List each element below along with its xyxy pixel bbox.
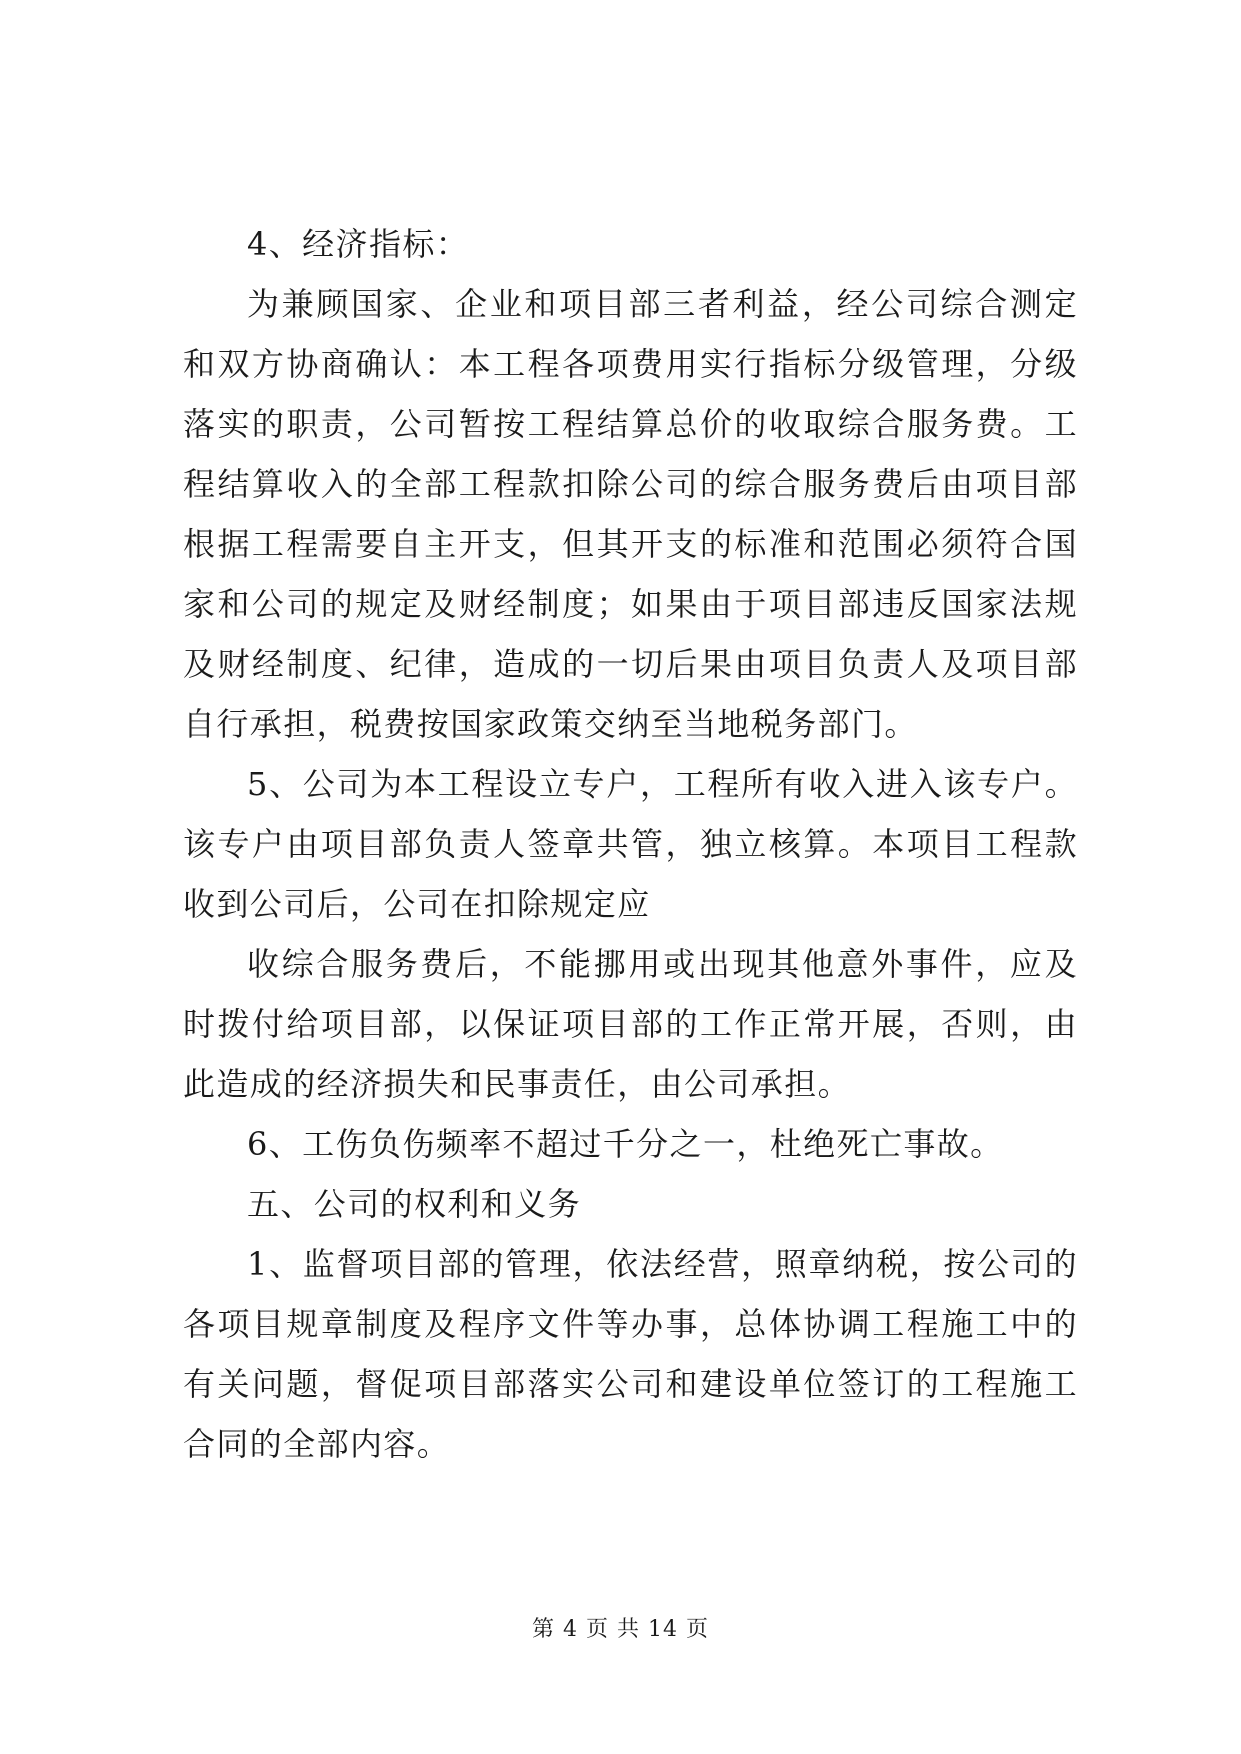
paragraph-special-account: 5、公司为本工程设立专户，工程所有收入进入该专户。该专户由项目部负责人签章共管，独立核算。本项目工程款收到公司后，公司在扣除规定应 (183, 765, 1078, 923)
document-body (183, 214, 1078, 1474)
paragraph-service-fee-payment: 收综合服务费后，不能挪用或出现其他意外事件，应及时拨付给项目部，以保证项目部的工作正常开展，否则，由此造成的经济损失和民事责任，由公司承担。 (183, 945, 1078, 1103)
section-heading-company-rights: 五、公司的权利和义务 (247, 1185, 582, 1223)
paragraph-economic-indicators-body: 为兼顾国家、企业和项目部三者利益，经公司综合测定和双方协商确认：本工程各项费用实行指标分级管理，分级落实的职责，公司暂按工程结算总价的收取综合服务费。工程结算收入的全部工程款扣除公司的综合服务费后由项目部根据工程需要自主开支，但其开支的标准和范围必须符合国家和公司的规定及财经制度；如果由于项目部违反国家法规及财经制度、纪律，造成的一切后果由项目负责人及项目部自行承担，税费按国家政策交纳至当地税务部门。 (183, 285, 1078, 743)
page-number-footer: 第 4 页 共 14 页 (532, 1617, 709, 1642)
paragraph-supervise-management: 1、监督项目部的管理，依法经营，照章纳税，按公司的各项目规章制度及程序文件等办事，总体协调工程施工中的有关问题，督促项目部落实公司和建设单位签订的工程施工合同的全部内容。 (183, 1245, 1078, 1463)
paragraph-economic-indicators-heading: 4、经济指标： (247, 225, 470, 263)
paragraph-injury-rate: 6、工伤负伤频率不超过千分之一，杜绝死亡事故。 (247, 1125, 1004, 1163)
